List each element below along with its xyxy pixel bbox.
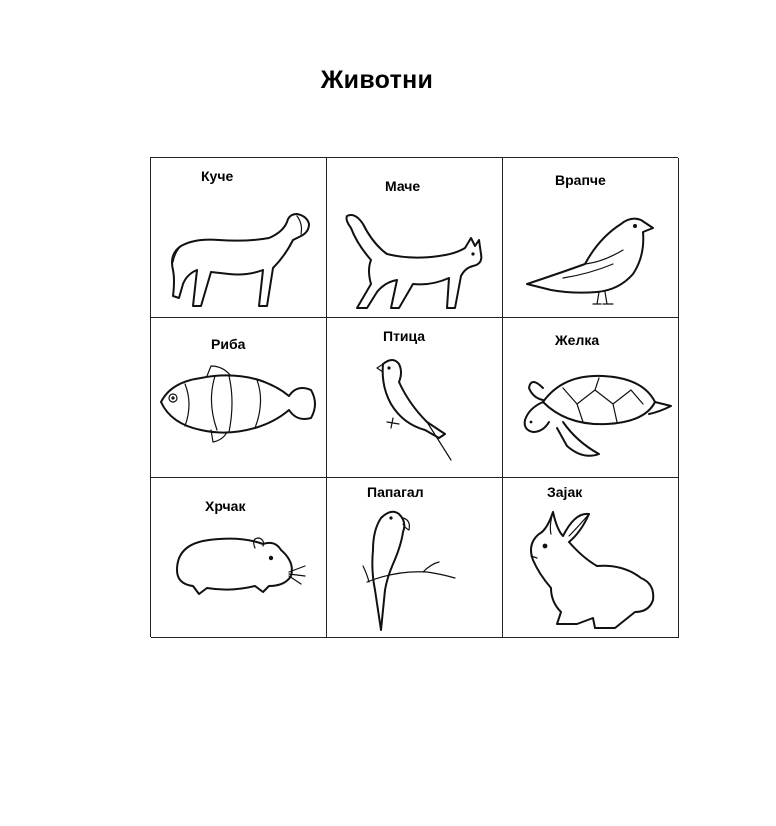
cat-icon <box>327 158 503 318</box>
animal-cell-dog <box>151 158 327 318</box>
animal-label: Птица <box>383 328 426 344</box>
rabbit-icon <box>503 478 679 638</box>
animal-cell-rabbit <box>503 478 679 638</box>
parrot-icon <box>327 478 503 638</box>
dog-icon <box>151 158 327 318</box>
animal-label: Куче <box>201 168 234 184</box>
animal-cell-cat <box>327 158 503 318</box>
animal-cell-parrot <box>327 478 503 638</box>
animal-label: Маче <box>385 178 421 194</box>
animal-label: Риба <box>211 336 246 352</box>
turtle-icon <box>503 318 679 478</box>
bird-icon <box>327 318 503 478</box>
animal-grid <box>150 157 678 637</box>
animal-label: Желка <box>555 332 600 348</box>
animal-cell-turtle <box>503 318 679 478</box>
fish-icon <box>151 318 327 478</box>
sparrow-icon <box>503 158 679 318</box>
page-title: Животни <box>320 66 434 94</box>
animal-label: Зајак <box>547 484 583 500</box>
animal-cell-bird <box>327 318 503 478</box>
animal-cell-sparrow <box>503 158 679 318</box>
animal-cell-hamster <box>151 478 327 638</box>
animal-label: Папагал <box>367 484 424 500</box>
hamster-icon <box>151 478 327 638</box>
animal-label: Врапче <box>555 172 606 188</box>
animal-cell-fish <box>151 318 327 478</box>
animal-label: Хрчак <box>205 498 246 514</box>
